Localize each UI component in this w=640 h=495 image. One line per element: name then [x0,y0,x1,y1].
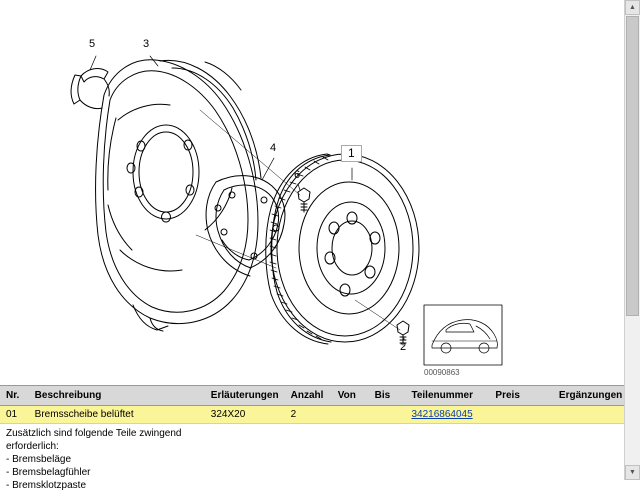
cell-von [332,406,369,424]
note-line-5: - Bremsklotzpaste [6,479,636,492]
callout-3: 3 [143,38,149,50]
cell-nr: 01 [0,406,29,424]
cell-anzahl: 2 [285,406,332,424]
vertical-scrollbar[interactable] [624,0,640,480]
scroll-up-arrow-icon[interactable]: ▲ [625,0,640,15]
callout-1-selected[interactable]: 1 [341,145,362,162]
inset-image-caption: 00090863 [424,368,460,377]
table-row[interactable] [0,406,640,424]
col-header-teilenummer[interactable]: Teilenummer [405,386,489,406]
col-header-preis[interactable]: Preis [489,386,552,406]
notes-cell [0,424,640,495]
callout-4: 4 [270,142,276,154]
note-line-4: - Bremsbelagfühler [6,466,636,479]
col-header-beschreibung[interactable]: Beschreibung [29,386,205,406]
col-header-bis[interactable]: Bis [369,386,406,406]
notes-row [0,424,640,495]
callout-6: 6 [294,169,300,181]
col-header-von[interactable]: Von [332,386,369,406]
note-line-3: - Bremsbeläge [6,453,636,466]
note-line-1: Zusätzlich sind folgende Teile zwingend [6,427,636,440]
col-header-ergaenzungen[interactable]: Ergänzungen [553,386,640,406]
col-header-anzahl[interactable]: Anzahl [285,386,332,406]
scrollbar-thumb[interactable] [626,16,639,316]
scroll-down-arrow-icon[interactable]: ▼ [625,465,640,480]
callout-2: 2 [400,341,406,353]
callout-5: 5 [89,38,95,50]
part-number-link[interactable]: 34216864045 [411,409,472,420]
cell-teilenummer [405,406,489,424]
col-header-erlaeuterungen[interactable]: Erläuterungen [205,386,285,406]
cell-preis [489,406,552,424]
parts-table [0,385,640,495]
col-header-nr[interactable]: Nr. [0,386,29,406]
cell-erlaeuterungen: 324X20 [205,406,285,424]
note-line-2: erforderlich: [6,440,636,453]
cell-beschreibung: Bremsscheibe belüftet [29,406,205,424]
cell-bis [369,406,406,424]
table-header-row [0,386,640,406]
